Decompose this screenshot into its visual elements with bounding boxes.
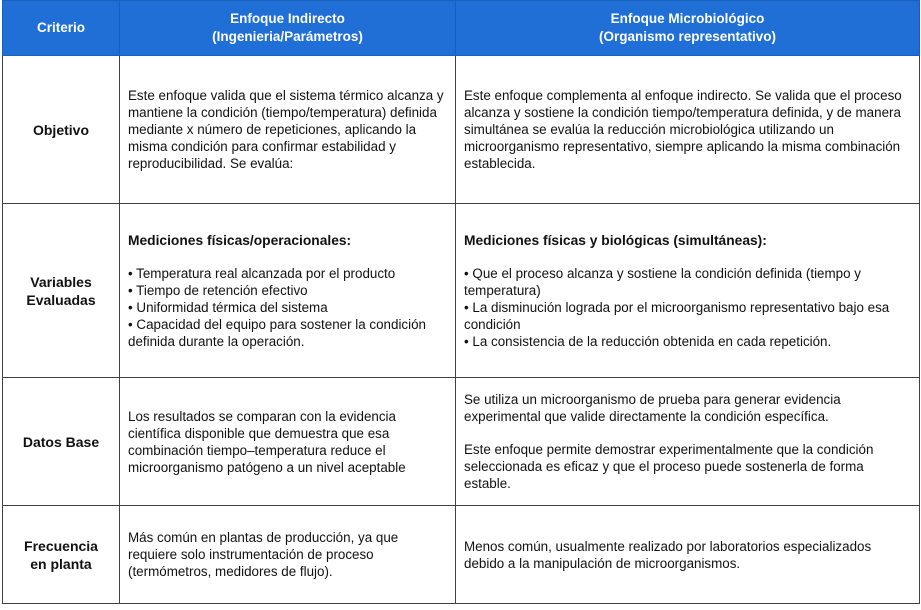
datos-base-micro-para2: Este enfoque permite demostrar experimentalmente que la condición seleccionada es eficaz y que el proceso puede sostenerla de forma estable. bbox=[464, 442, 874, 491]
datos-base-micro-para1: Se utiliza un microorganismo de prueba para generar evidencia experimental que valide directamente la condición específica. bbox=[464, 392, 841, 424]
frecuencia-micro: Menos común, usualmente realizado por laboratorios especializados debido a la manipulación de microorganismos. bbox=[456, 506, 920, 604]
variables-micro bbox=[456, 204, 920, 378]
row-variables-evaluadas bbox=[3, 204, 920, 378]
variables-micro-title: Mediciones físicas y biológicas (simultáneas): bbox=[464, 232, 767, 248]
criterio-frecuencia-en-planta: Frecuencia en planta bbox=[3, 506, 120, 604]
row-objetivo bbox=[3, 56, 920, 204]
list-item: • La disminución lograda por el microorganismo representativo bajo esa condición bbox=[464, 299, 890, 332]
list-item: • La consistencia de la reducción obtenida en cada repetición. bbox=[464, 333, 832, 349]
header-indirecto-title: Enfoque Indirecto bbox=[230, 11, 345, 26]
datos-base-indirecto: Los resultados se comparan con la evidencia científica disponible que demuestra que esa combinación tiempo–temperatura reduce el microorganismo patógeno a un nivel aceptable bbox=[120, 378, 456, 506]
variables-indirecto bbox=[120, 204, 456, 378]
criterio-variables-evaluadas: Variables Evaluadas bbox=[3, 204, 120, 378]
objetivo-indirecto: Este enfoque valida que el sistema térmico alcanza y mantiene la condición (tiempo/temperatura) definida mediante x número de repeticiones, aplicando la misma condición para confirmar estabilidad y reproducibilidad. Se evalúa: bbox=[120, 56, 456, 204]
header-criterio: Criterio bbox=[3, 1, 120, 56]
list-item: • Que el proceso alcanza y sostiene la condición definida (tiempo y temperatura) bbox=[464, 265, 861, 298]
header-indirecto-subtitle: (Ingenieria/Parámetros) bbox=[212, 29, 363, 44]
criterio-datos-base: Datos Base bbox=[3, 378, 120, 506]
list-item: • Tiempo de retención efectivo bbox=[128, 282, 308, 298]
row-datos-base bbox=[3, 378, 920, 506]
header-enfoque-microbiologico bbox=[456, 1, 920, 56]
header-enfoque-indirecto bbox=[120, 1, 456, 56]
row-frecuencia-en-planta bbox=[3, 506, 920, 604]
header-micro-subtitle: (Organismo representativo) bbox=[598, 29, 777, 44]
comparison-table bbox=[2, 0, 920, 604]
list-item: • Capacidad del equipo para sostener la condición definida durante la operación. bbox=[128, 316, 426, 349]
objetivo-micro: Este enfoque complementa al enfoque indirecto. Se valida que el proceso alcanza y sostiene la condición tiempo/temperatura definida, y de manera simultánea se evalúa la reducción microbiológica utilizando un microorganismo representativo, siempre aplicando la misma combinación establecida. bbox=[456, 56, 920, 204]
datos-base-micro bbox=[456, 378, 920, 506]
variables-indirecto-title: Mediciones físicas/operacionales: bbox=[128, 232, 352, 248]
list-item: • Temperatura real alcanzada por el producto bbox=[128, 265, 396, 281]
criterio-objetivo: Objetivo bbox=[3, 56, 120, 204]
frecuencia-indirecto: Más común en plantas de producción, ya que requiere solo instrumentación de proceso (termómetros, medidores de flujo). bbox=[120, 506, 456, 604]
list-item: • Uniformidad térmica del sistema bbox=[128, 299, 328, 315]
header-micro-title: Enfoque Microbiológico bbox=[610, 11, 765, 26]
header-row bbox=[3, 1, 920, 56]
